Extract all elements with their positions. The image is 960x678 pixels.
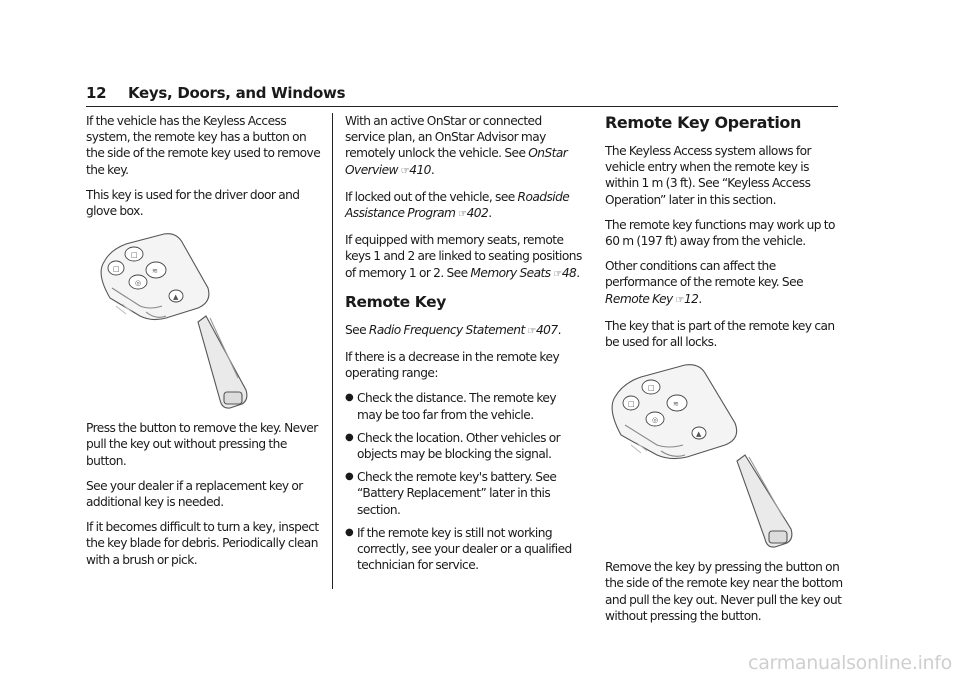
paragraph: Remove the key by pressing the button on the side of the remote key near the bottom and pull the key out. Never pull the key out without pressing the button. (605, 560, 843, 623)
page-header (86, 84, 838, 107)
paragraph (345, 322, 583, 340)
svg-text:◎: ◎ (652, 416, 659, 425)
svg-text:▲: ▲ (173, 293, 179, 302)
paragraph: If there is a decrease in the remote key operating range: (345, 350, 560, 381)
watermark: carmanualsonline.info (748, 652, 952, 674)
paragraph (605, 258, 843, 309)
text: . (488, 206, 492, 221)
text: . (557, 322, 561, 337)
svg-text:□: □ (648, 384, 655, 393)
list-item-text: Check the remote key's battery. See “Battery Replacement” later in this section. (357, 470, 557, 517)
cross-reference-link[interactable]: OnStar Overview (345, 146, 568, 177)
text: See (345, 322, 369, 337)
list-item-text: Check the location. Other vehicles or objects may be blocking the signal. (357, 430, 561, 462)
remote-key-illustration (86, 228, 256, 410)
bullet-list (345, 390, 583, 573)
cross-reference-link[interactable]: Remote Key (605, 291, 673, 306)
page-ref-icon: ☞ (527, 325, 536, 337)
text: Other conditions can affect the performance of the remote key. See (605, 259, 804, 290)
paragraph: The Keyless Access system allows for vehicle entry when the remote key is within 1 m (3 ft). See “Keyless Access Operation” later in this section. (605, 144, 811, 207)
text: If equipped with memory seats, remote keys 1 and 2 are linked to seating positions of memory 1 or 2. See (345, 233, 582, 280)
page-ref-number[interactable]: 48 (561, 265, 577, 280)
svg-text:≋: ≋ (673, 400, 679, 409)
column-divider (332, 113, 333, 589)
svg-text:▲: ▲ (696, 430, 702, 439)
page-ref-number[interactable]: 407 (535, 322, 558, 337)
page-ref-icon: ☞ (675, 294, 684, 306)
paragraph: The remote key functions may work up to 60 m (197 ft) away from the vehicle. (605, 217, 835, 249)
page-ref-number[interactable]: 410 (409, 162, 431, 177)
page-number: 12 (86, 84, 107, 102)
cross-reference-link[interactable]: Roadside Assistance Program (345, 189, 570, 221)
text: . (430, 162, 435, 177)
paragraph (345, 232, 583, 283)
bullet-icon: ● (345, 431, 354, 443)
svg-text:□: □ (113, 265, 120, 274)
list-item (345, 430, 583, 462)
paragraph: This key is used for the driver door and glove box. (86, 187, 300, 219)
column-1 (86, 113, 324, 577)
page-ref-icon: ☞ (400, 165, 410, 177)
bullet-icon: ● (345, 392, 354, 404)
paragraph: The key that is part of the remote key can be used for all locks. (605, 318, 835, 350)
paragraph: Press the button to remove the key. Never pull the key out without pressing the button. (86, 421, 318, 468)
paragraph: See your dealer if a replacement key or additional key is needed. (86, 478, 303, 510)
page-ref-number[interactable]: 402 (466, 206, 489, 221)
heading-remote-key: Remote Key (345, 292, 446, 311)
paragraph (345, 189, 583, 223)
list-item (345, 390, 583, 422)
paragraph: If the vehicle has the Keyless Access system, the remote key has a button on the side of the remote key used to remove the key. (86, 114, 321, 177)
bullet-icon: ● (345, 526, 354, 538)
text: . (576, 265, 580, 280)
remote-key-illustration (595, 359, 819, 549)
cross-reference-link[interactable]: Memory Seats (470, 265, 551, 280)
page-ref-icon: ☞ (553, 268, 562, 280)
paragraph: If it becomes difficult to turn a key, inspect the key blade for debris. Periodically clean with a brush or pick. (86, 520, 319, 567)
page-ref-number[interactable]: 12 (683, 291, 699, 306)
svg-text:□: □ (628, 400, 635, 409)
paragraph (345, 113, 583, 180)
list-item-text: Check the distance. The remote key may be too far from the vehicle. (357, 391, 557, 422)
list-item (345, 469, 583, 518)
text: With an active OnStar or connected service plan, an OnStar Advisor may remotely unlock the vehicle. See (345, 114, 546, 161)
cross-reference-link[interactable]: Radio Frequency Statement (368, 322, 525, 337)
text: . (698, 291, 702, 306)
list-item-text: If the remote key is still not working correctly, see your dealer or a qualified technician for service. (357, 525, 572, 573)
list-item (345, 525, 583, 574)
svg-text:□: □ (131, 251, 138, 260)
section-title: Keys, Doors, and Windows (128, 84, 346, 102)
page-ref-icon: ☞ (458, 209, 467, 221)
text: If locked out of the vehicle, see (345, 189, 518, 204)
column-2 (345, 113, 583, 582)
column-3 (605, 113, 843, 633)
heading-remote-key-operation: Remote Key Operation (605, 113, 801, 132)
bullet-icon: ● (345, 471, 354, 483)
svg-text:◎: ◎ (135, 279, 142, 288)
svg-text:≋: ≋ (152, 267, 158, 276)
